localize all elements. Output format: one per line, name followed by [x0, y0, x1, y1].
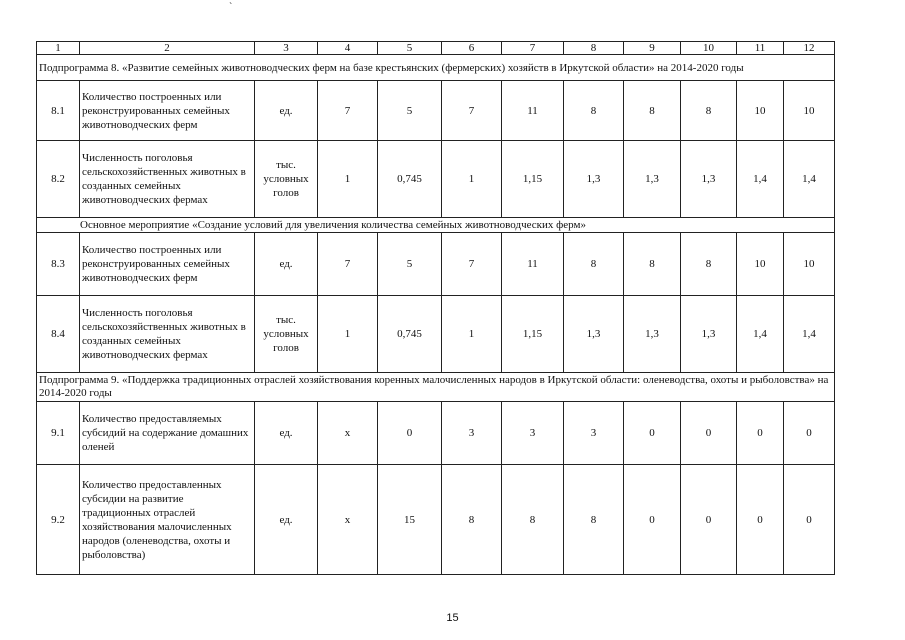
table-row: [37, 465, 835, 575]
value-cell: х: [318, 465, 378, 575]
col-number: 11: [737, 42, 784, 55]
value-cell: 11: [502, 233, 564, 296]
indicator-name: Количество предоставляемых субсидий на содержание домашних оленей: [80, 402, 255, 465]
value-cell: 15: [378, 465, 442, 575]
value-cell: 8: [502, 465, 564, 575]
row-number: 9.1: [37, 402, 80, 465]
col-number: 4: [318, 42, 378, 55]
value-cell: 0: [784, 465, 835, 575]
row-number: 8.1: [37, 81, 80, 141]
unit-cell: ед.: [255, 465, 318, 575]
value-cell: 8: [624, 81, 681, 141]
value-cell: 8: [681, 233, 737, 296]
col-number: 6: [442, 42, 502, 55]
value-cell: 8: [624, 233, 681, 296]
page-number: 15: [446, 612, 459, 624]
value-cell: 1,3: [564, 141, 624, 218]
value-cell: 1,3: [681, 296, 737, 373]
table-row: [37, 402, 835, 465]
value-cell: 0,745: [378, 141, 442, 218]
unit-cell: ед.: [255, 81, 318, 141]
indicator-name: Численность поголовья сельскохозяйственных животных в созданных семейных животноводческих фермах: [80, 296, 255, 373]
value-cell: 1: [318, 296, 378, 373]
value-cell: 0: [624, 402, 681, 465]
value-cell: 7: [318, 233, 378, 296]
indicator-name: Количество предоставленных субсидии на развитие традиционных отраслей хозяйствования малочисленных народов (оленеводства, охоты и рыболовства): [80, 465, 255, 575]
unit-cell: тыс. условных голов: [255, 141, 318, 218]
section-row-program-9: [37, 373, 835, 402]
col-number: 12: [784, 42, 835, 55]
value-cell: 7: [442, 81, 502, 141]
indicator-name: Количество построенных или реконструированных семейных животноводческих ферм: [80, 81, 255, 141]
value-cell: 1,4: [784, 141, 835, 218]
value-cell: 3: [442, 402, 502, 465]
value-cell: 1,4: [737, 141, 784, 218]
col-number: 1: [37, 42, 80, 55]
col-number: 7: [502, 42, 564, 55]
value-cell: 0: [737, 402, 784, 465]
value-cell: 3: [502, 402, 564, 465]
value-cell: 7: [442, 233, 502, 296]
value-cell: 0: [378, 402, 442, 465]
value-cell: 10: [737, 233, 784, 296]
value-cell: 1,3: [681, 141, 737, 218]
program-9-title: Подпрограмма 9. «Поддержка традиционных отраслей хозяйствования коренных малочисленных народов в Иркутской области: оленеводства, охоты и рыболовства» на 2014-2020 годы: [37, 373, 835, 402]
value-cell: 1,3: [564, 296, 624, 373]
value-cell: 1,15: [502, 296, 564, 373]
value-cell: 1,3: [624, 141, 681, 218]
column-number-row: [37, 42, 835, 55]
value-cell: 8: [564, 81, 624, 141]
value-cell: 8: [564, 233, 624, 296]
col-number: 9: [624, 42, 681, 55]
indicator-name: Количество построенных или реконструированных семейных животноводческих ферм: [80, 233, 255, 296]
unit-cell: тыс. условных голов: [255, 296, 318, 373]
value-cell: 5: [378, 81, 442, 141]
value-cell: 10: [784, 81, 835, 141]
value-cell: 10: [737, 81, 784, 141]
row-number: 8.4: [37, 296, 80, 373]
value-cell: 1: [318, 141, 378, 218]
value-cell: 0: [624, 465, 681, 575]
indicator-name: Численность поголовья сельскохозяйственных животных в созданных семейных животноводческих фермах: [80, 141, 255, 218]
value-cell: 0: [737, 465, 784, 575]
row-number: 9.2: [37, 465, 80, 575]
table-row: [37, 233, 835, 296]
value-cell: 5: [378, 233, 442, 296]
value-cell: 1,3: [624, 296, 681, 373]
value-cell: 1,15: [502, 141, 564, 218]
table-row: [37, 141, 835, 218]
value-cell: 0: [681, 402, 737, 465]
value-cell: 0: [681, 465, 737, 575]
value-cell: 8: [442, 465, 502, 575]
program-8-title: Подпрограмма 8. «Развитие семейных животноводческих ферм на базе крестьянских (фермерских) хозяйств в Иркутской области» на 2014-2020 годы: [37, 55, 835, 81]
col-number: 2: [80, 42, 255, 55]
value-cell: 0: [784, 402, 835, 465]
value-cell: х: [318, 402, 378, 465]
stray-mark: `: [229, 2, 233, 13]
row-number: 8.2: [37, 141, 80, 218]
value-cell: 10: [784, 233, 835, 296]
value-cell: 1,4: [784, 296, 835, 373]
unit-cell: ед.: [255, 402, 318, 465]
value-cell: 1,4: [737, 296, 784, 373]
col-number: 8: [564, 42, 624, 55]
col-number: 10: [681, 42, 737, 55]
value-cell: 1: [442, 296, 502, 373]
table-row: [37, 81, 835, 141]
unit-cell: ед.: [255, 233, 318, 296]
col-number: 3: [255, 42, 318, 55]
value-cell: 0,745: [378, 296, 442, 373]
main-activity-title: Основное мероприятие «Создание условий для увеличения количества семейных животноводческих ферм»: [37, 218, 835, 233]
indicators-table: [36, 41, 835, 575]
table-row: [37, 296, 835, 373]
row-number: 8.3: [37, 233, 80, 296]
value-cell: 3: [564, 402, 624, 465]
value-cell: 1: [442, 141, 502, 218]
subsection-row-main-activity: [37, 218, 835, 233]
value-cell: 8: [681, 81, 737, 141]
section-row-program-8: [37, 55, 835, 81]
col-number: 5: [378, 42, 442, 55]
value-cell: 11: [502, 81, 564, 141]
value-cell: 7: [318, 81, 378, 141]
value-cell: 8: [564, 465, 624, 575]
